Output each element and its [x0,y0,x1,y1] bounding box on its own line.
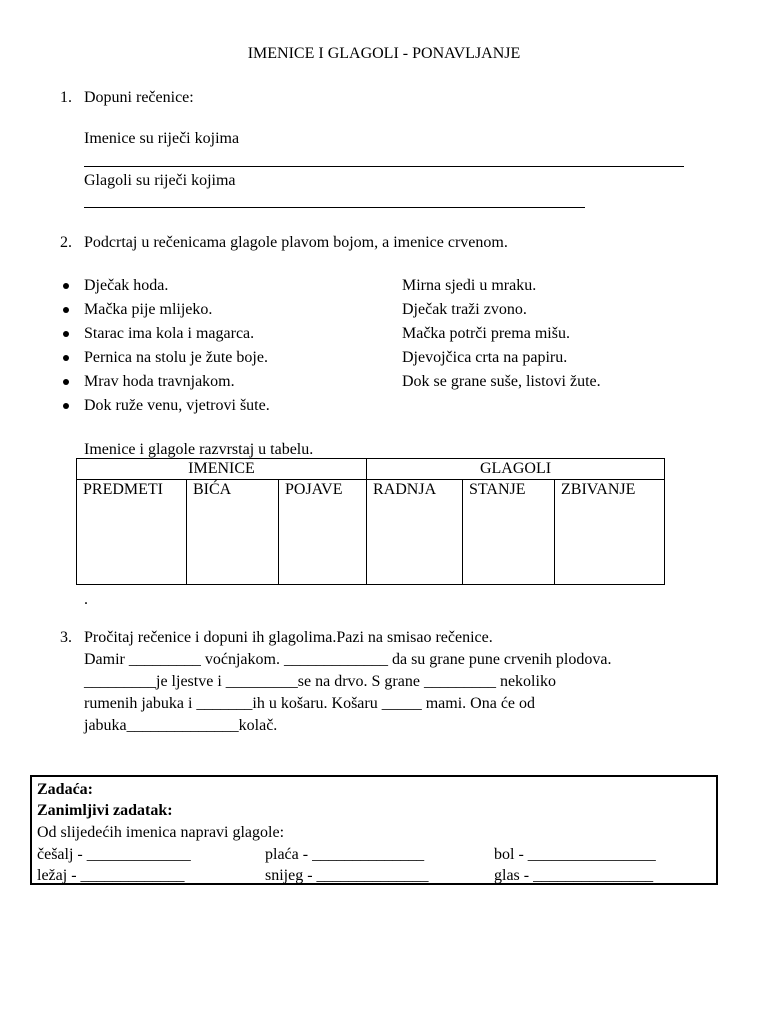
list-item: Pernica na stolu je žute boje. [84,349,268,366]
classification-table [76,458,665,585]
task3-line: _________je ljestve i _________se na drvo. S grane _________ nekoliko [84,673,556,690]
task3-line: Damir _________ voćnjakom. _____________ da su grane pune crvenih plodova. [84,651,612,668]
task2-heading: Podcrtaj u rečenicama glagole plavom bojom, a imenice crvenom. [84,234,508,251]
table-group-header-glagoli: GLAGOLI [367,459,665,480]
column-radnja[interactable]: RADNJA [367,480,463,585]
answer-line-b [84,207,585,208]
task3-line: rumenih jabuka i _______ih u košaru. Košaru _____ mami. Ona će od [84,695,536,712]
column-zbivanje[interactable]: ZBIVANJE [555,480,665,585]
list-item: Starac ima kola i magarca. [84,325,255,342]
task3-line: Pročitaj rečenice i dopuni ih glagolima.Pazi na smisao rečenice. [84,629,493,646]
homework-item: glas - _______________ [494,867,654,884]
page-title: IMENICE I GLAGOLI - PONAVLJANJE [247,45,521,62]
list-item: Djevojčica crta na papiru. [402,349,568,366]
task3-number: 3. [60,629,72,646]
list-item: Dječak traži zvono. [402,301,527,318]
task1-line-a: Imenice su riječi kojima [84,130,240,147]
task1-number: 1. [60,89,72,106]
task2-number: 2. [60,234,72,251]
column-pojave[interactable]: POJAVE [279,480,367,585]
homework-instruction: Od slijedećih imenica napravi glagole: [37,824,285,841]
list-item: Dječak hoda. [84,277,169,294]
bullet-icon [63,379,69,385]
list-item: Dok ruže venu, vjetrovi šute. [84,397,270,414]
homework-item: bol - ________________ [494,846,656,863]
homework-subtitle: Zanimljivi zadatak: [37,802,173,819]
homework-item: plaća - ______________ [265,846,425,863]
task3-line: jabuka______________kolač. [84,717,278,734]
list-item: Mrav hoda travnjakom. [84,373,235,390]
table-intro: Imenice i glagole razvrstaj u tabelu. [84,441,314,458]
list-item: Mačka pije mlijeko. [84,301,213,318]
answer-line-a [84,166,684,167]
bullet-icon [63,403,69,409]
stray-dot: . [84,591,88,608]
bullet-icon [63,355,69,361]
list-item: Mirna sjedi u mraku. [402,277,537,294]
bullet-icon [63,283,69,289]
task1-line-b: Glagoli su riječi kojima [84,172,236,189]
homework-label: Zadaća: [37,781,93,798]
homework-item: ležaj - _____________ [37,867,185,884]
column-predmeti[interactable]: PREDMETI [77,480,187,585]
task1-heading: Dopuni rečenice: [84,89,194,106]
homework-item: snijeg - ______________ [265,867,429,884]
column-stanje[interactable]: STANJE [463,480,555,585]
table-group-header-imenice: IMENICE [77,459,367,480]
bullet-icon [63,307,69,313]
list-item: Dok se grane suše, listovi žute. [402,373,601,390]
bullet-icon [63,331,69,337]
column-bica[interactable]: BIĆA [187,480,279,585]
homework-item: češalj - _____________ [37,846,191,863]
list-item: Mačka potrči prema mišu. [402,325,570,342]
